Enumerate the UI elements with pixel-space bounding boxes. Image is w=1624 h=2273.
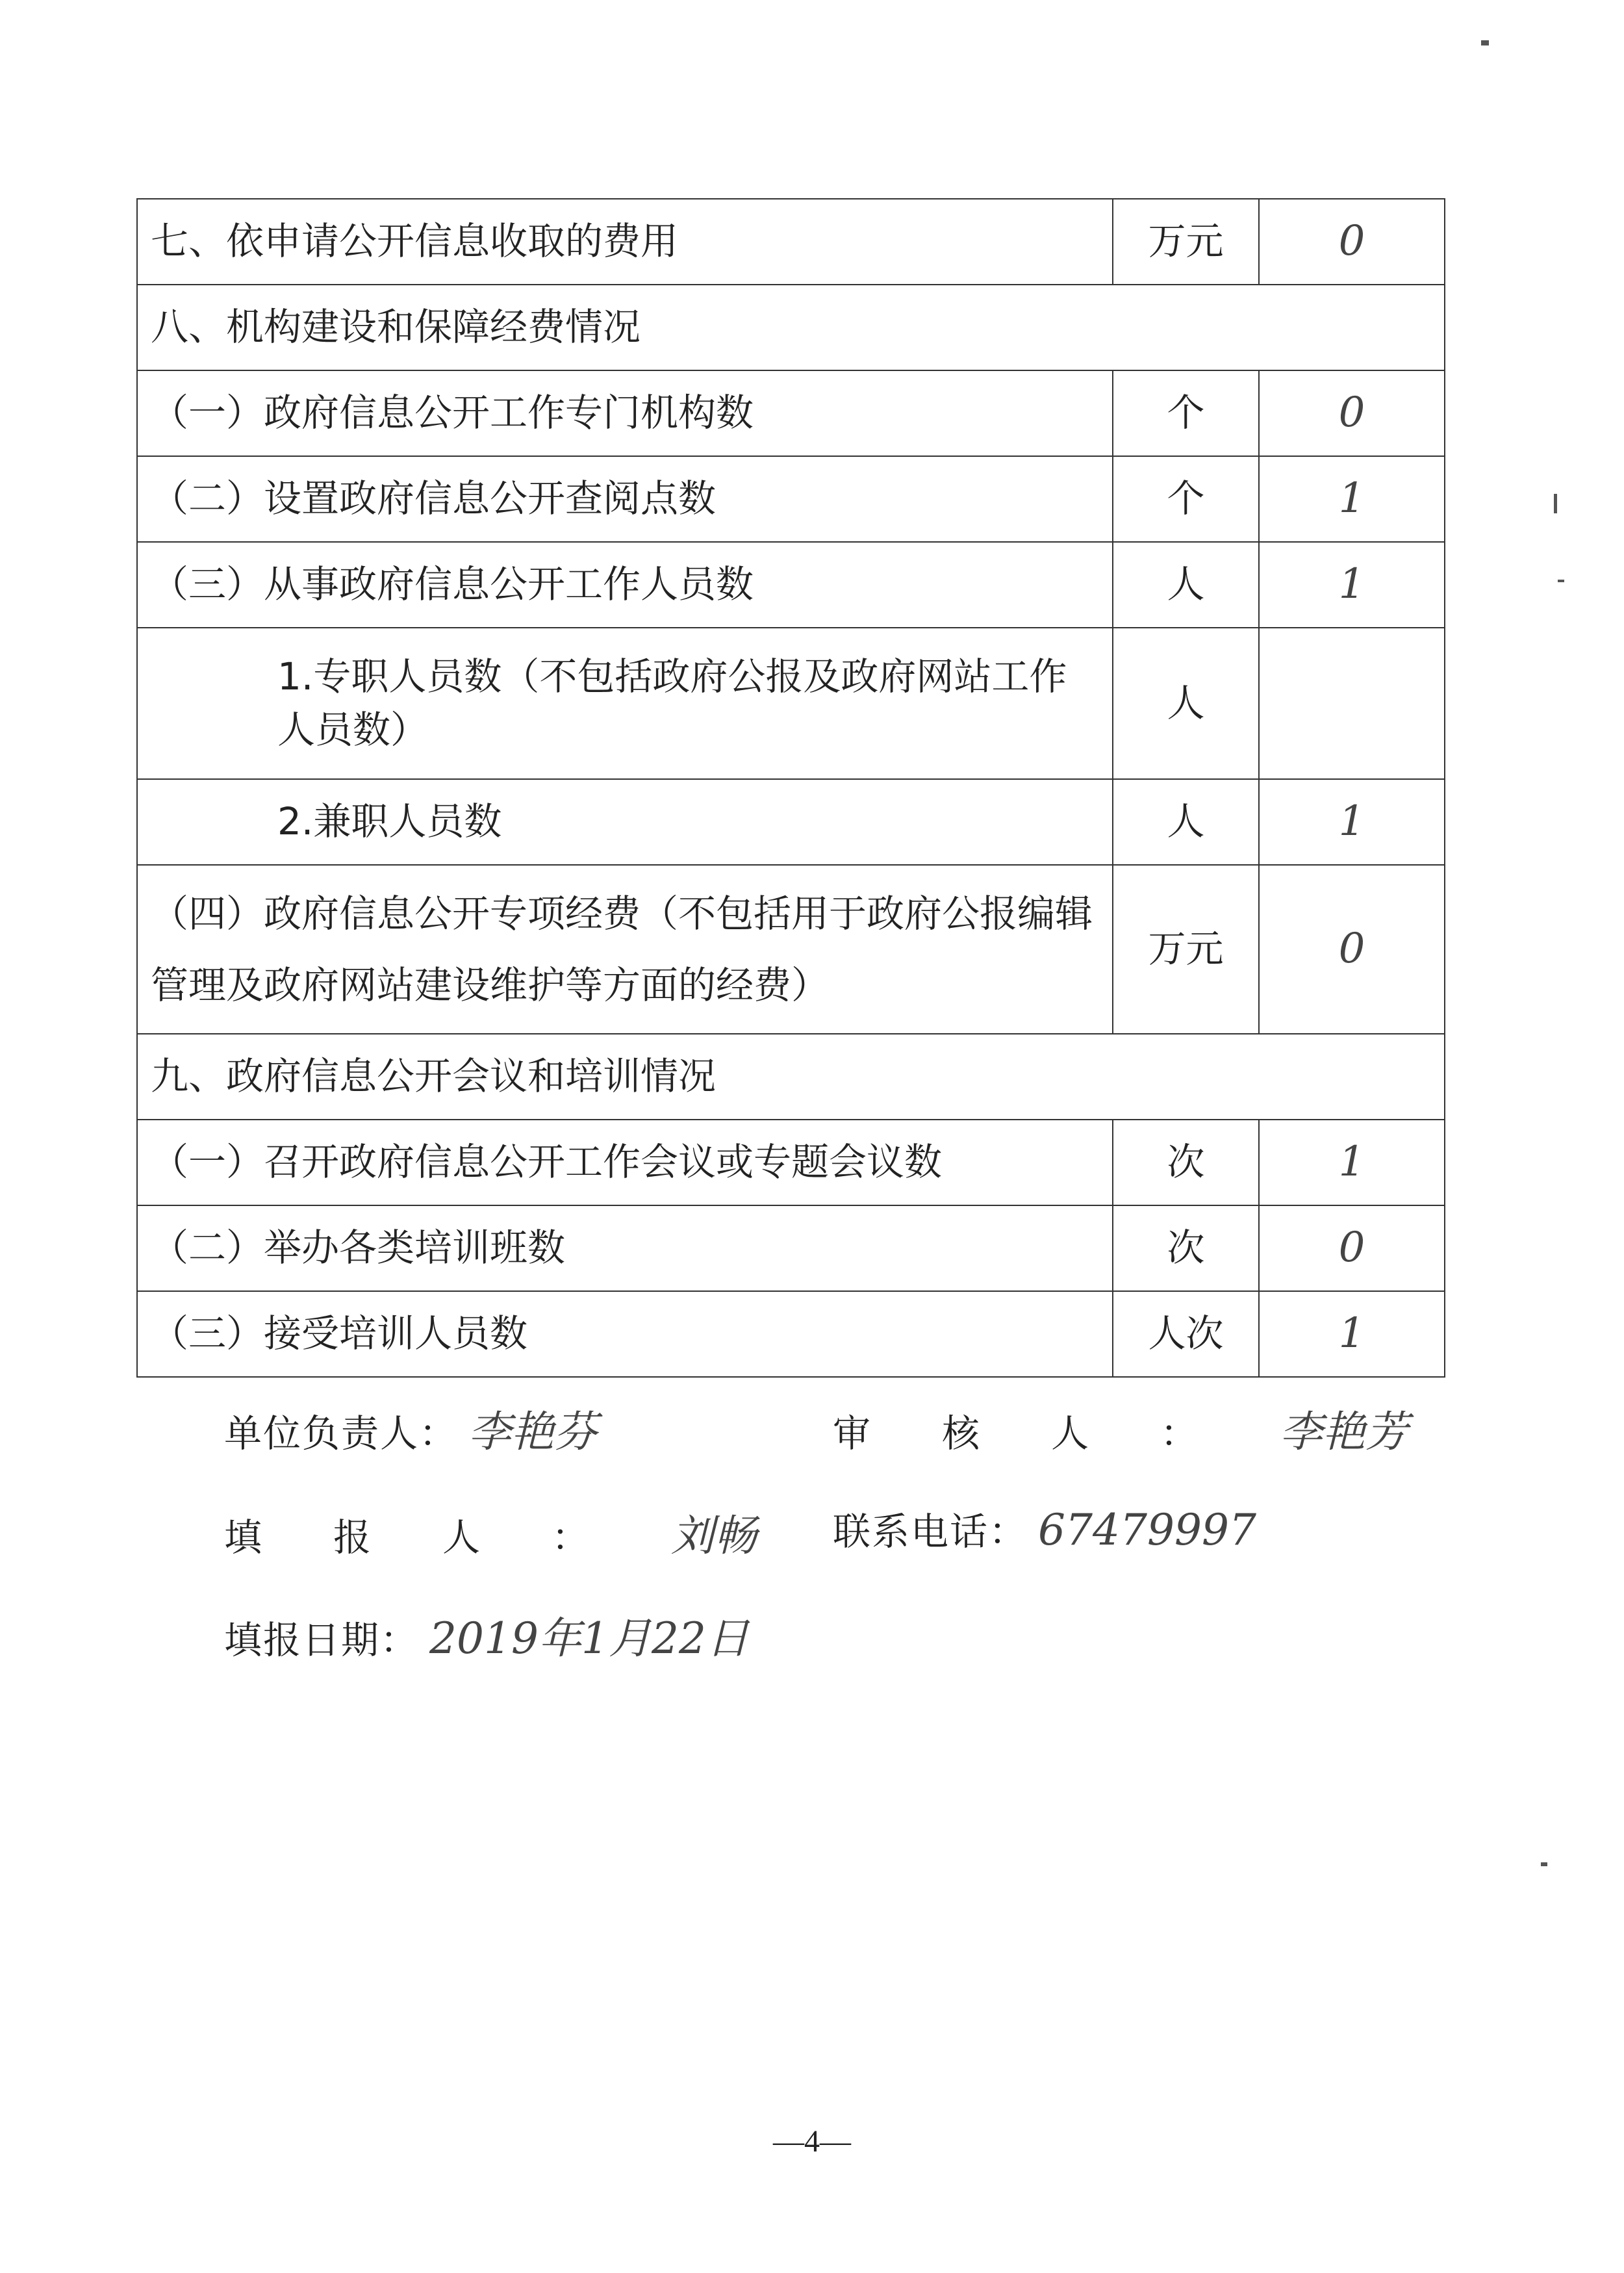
row-unit: 人: [1113, 779, 1259, 865]
table-row: [137, 542, 1445, 628]
date-value: 2019年1月22日: [429, 1613, 749, 1663]
phone-label: 联系电话：: [833, 1509, 1028, 1554]
row-label: （三）从事政府信息公开工作人员数: [137, 542, 1113, 628]
unit-head-label: 单位负责人：: [224, 1411, 459, 1456]
table-row: [137, 370, 1445, 456]
table-row: [137, 199, 1445, 285]
scan-speck: [1481, 40, 1489, 45]
row-unit: 人: [1113, 542, 1259, 628]
row-value: 1: [1259, 456, 1445, 542]
phone-field: [833, 1501, 1256, 1556]
filler-name: 刘畅: [671, 1511, 757, 1561]
row-unit: 人: [1113, 628, 1259, 779]
scan-speck: [1558, 580, 1564, 582]
row-label: 2.兼职人员数: [137, 779, 1113, 865]
row-value: 0: [1259, 865, 1445, 1034]
row-label: （一）召开政府信息公开工作会议或专题会议数: [137, 1120, 1113, 1205]
row-unit: 次: [1113, 1120, 1259, 1205]
table-row: [137, 1120, 1445, 1205]
date-label: 填报日期：: [224, 1618, 420, 1662]
row-value: 1: [1259, 542, 1445, 628]
reviewer-signature: [833, 1397, 1408, 1459]
scan-speck: [1541, 1862, 1547, 1866]
reviewer-label: 审核人：: [833, 1411, 1270, 1456]
row-unit: 个: [1113, 370, 1259, 456]
row-value: 1: [1259, 779, 1445, 865]
row-label: 1.专职人员数（不包括政府公报及政府网站工作人员数）: [137, 628, 1113, 779]
row-unit: 次: [1113, 1205, 1259, 1291]
filler-signature: [224, 1501, 757, 1563]
unit-head-name: 李艳芬: [468, 1407, 598, 1457]
scan-speck: [1554, 494, 1557, 513]
section-header-row: [137, 285, 1445, 370]
table-row: [137, 1205, 1445, 1291]
table-row: [137, 456, 1445, 542]
row-label: （二）举办各类培训班数: [137, 1205, 1113, 1291]
table-row: [137, 628, 1445, 779]
info-disclosure-table: [136, 198, 1445, 1378]
phone-value: 67479997: [1038, 1505, 1256, 1555]
row-unit: 万元: [1113, 199, 1259, 285]
table-row: [137, 779, 1445, 865]
row-value: 1: [1259, 1120, 1445, 1205]
table-row: [137, 1291, 1445, 1377]
row-value: [1259, 628, 1445, 779]
row-unit: 万元: [1113, 865, 1259, 1034]
row-label: （四）政府信息公开专项经费（不包括用于政府公报编辑管理及政府网站建设维护等方面的经费）: [137, 865, 1113, 1034]
row-label: （三）接受培训人员数: [137, 1291, 1113, 1377]
section-heading: 八、机构建设和保障经费情况: [137, 285, 1445, 370]
row-value: 0: [1259, 199, 1445, 285]
page-number: —4—: [773, 2124, 851, 2159]
row-unit: 个: [1113, 456, 1259, 542]
row-unit: 人次: [1113, 1291, 1259, 1377]
date-field: [224, 1604, 749, 1665]
section-heading: 九、政府信息公开会议和培训情况: [137, 1034, 1445, 1120]
unit-head-signature: [224, 1397, 597, 1459]
row-value: 1: [1259, 1291, 1445, 1377]
reviewer-name: 李艳芳: [1280, 1407, 1409, 1457]
section-header-row: [137, 1034, 1445, 1120]
table-row: [137, 865, 1445, 1034]
row-label: （二）设置政府信息公开查阅点数: [137, 456, 1113, 542]
row-label: 七、依申请公开信息收取的费用: [137, 199, 1113, 285]
row-label: （一）政府信息公开工作专门机构数: [137, 370, 1113, 456]
filler-label: 填报人：: [224, 1515, 661, 1560]
row-value: 0: [1259, 370, 1445, 456]
row-value: 0: [1259, 1205, 1445, 1291]
